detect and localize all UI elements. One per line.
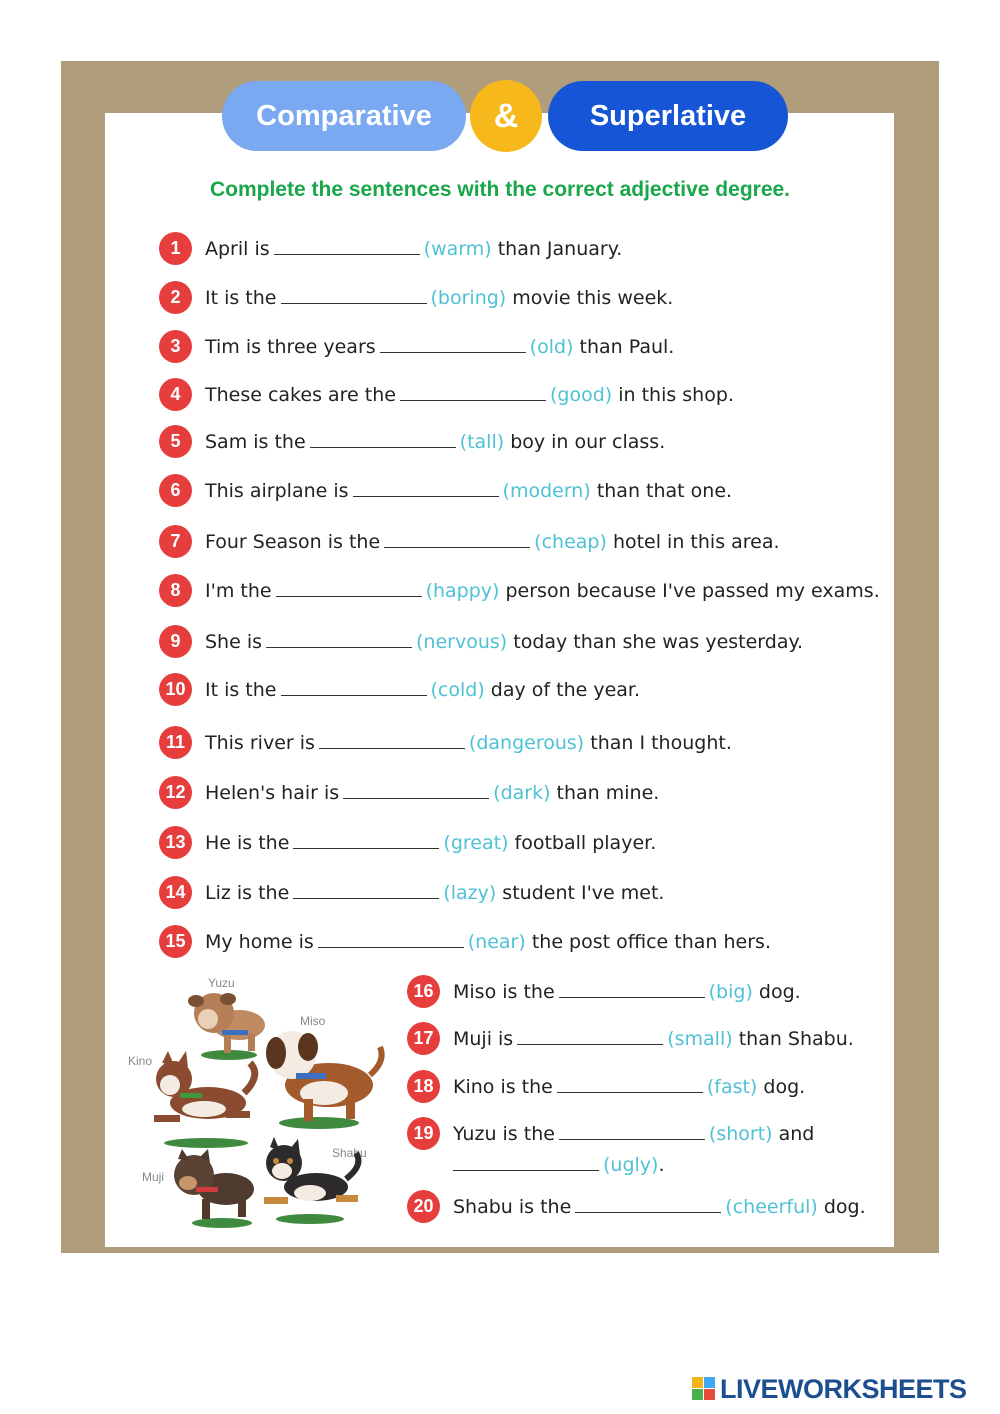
- sentence-start: Shabu is the: [453, 1196, 572, 1218]
- adjective-hint: (modern): [502, 480, 591, 502]
- question-number: 4: [159, 378, 192, 411]
- answer-blank[interactable]: [453, 1152, 599, 1171]
- sentence: [205, 829, 656, 857]
- question-number: 11: [159, 726, 192, 759]
- question-number: 8: [159, 574, 192, 607]
- adjective-hint: (warm): [423, 238, 492, 260]
- adjective-hint: (cold): [430, 679, 485, 701]
- sentence-end: dog.: [763, 1076, 806, 1098]
- answer-blank[interactable]: [276, 578, 422, 597]
- answer-blank[interactable]: [281, 285, 427, 304]
- sentence-start: Kino is the: [453, 1076, 553, 1098]
- sentence-end: the post office than hers.: [531, 931, 771, 953]
- question-number: 19: [407, 1117, 440, 1150]
- sentence-end: hotel in this area.: [612, 531, 780, 553]
- sentence-start: Four Season is the: [205, 531, 381, 553]
- answer-blank[interactable]: [343, 780, 489, 799]
- dog-miso: [266, 1031, 382, 1129]
- sentence-start: This airplane is: [205, 480, 349, 502]
- sentence-start: Yuzu is the: [453, 1123, 555, 1145]
- sentence-start: Helen's hair is: [205, 782, 340, 804]
- answer-blank[interactable]: [319, 730, 465, 749]
- answer-blank[interactable]: [400, 382, 546, 401]
- adjective-hint: (nervous): [416, 631, 508, 653]
- answer-blank[interactable]: [559, 979, 705, 998]
- adjective-hint: (cheerful): [725, 1196, 818, 1218]
- sentence: [205, 928, 771, 956]
- sentence-end: student I've met.: [502, 882, 665, 904]
- sentence-end: than Paul.: [579, 336, 675, 358]
- answer-blank[interactable]: [274, 236, 420, 255]
- sentence: [205, 284, 673, 312]
- adjective-hint: (tall): [459, 431, 505, 453]
- question-number: 20: [407, 1190, 440, 1223]
- comparative-pill: Comparative: [222, 81, 466, 151]
- answer-blank[interactable]: [266, 629, 412, 648]
- sentence: [453, 1025, 854, 1053]
- dog-label-miso: Miso: [300, 1014, 326, 1028]
- sentence-end: movie this week.: [512, 287, 674, 309]
- sentence-end: football player.: [514, 832, 657, 854]
- adjective-hint: (near): [467, 931, 526, 953]
- question-number: 16: [407, 975, 440, 1008]
- sentence: [205, 779, 659, 807]
- question-number: 14: [159, 876, 192, 909]
- question-number: 17: [407, 1022, 440, 1055]
- sentence: [205, 879, 664, 907]
- sentence-end: boy in our class.: [510, 431, 666, 453]
- adjective-hint: (great): [443, 832, 509, 854]
- sentence-end: than that one.: [596, 480, 733, 502]
- sentence-start: These cakes are the: [205, 384, 396, 406]
- sentence: [205, 477, 732, 505]
- question-number: 7: [159, 525, 192, 558]
- answer-blank[interactable]: [281, 677, 427, 696]
- question-number: 12: [159, 776, 192, 809]
- sentence: [205, 333, 674, 361]
- answer-blank[interactable]: [293, 880, 439, 899]
- question-number: 10: [159, 673, 192, 706]
- dog-label-yuzu: Yuzu: [208, 976, 235, 990]
- question-number: 5: [159, 425, 192, 458]
- sentence-start: He is the: [205, 832, 290, 854]
- question-number: 13: [159, 826, 192, 859]
- sentence: [205, 235, 622, 263]
- liveworksheets-logo: [692, 1374, 967, 1404]
- adjective-hint: (boring): [430, 287, 507, 309]
- answer-blank[interactable]: [384, 529, 530, 548]
- answer-blank[interactable]: [575, 1194, 721, 1213]
- adjective-hint: (cheap): [534, 531, 607, 553]
- dog-label-kino: Kino: [128, 1054, 153, 1068]
- sentence: [205, 729, 732, 757]
- sentence-start: Liz is the: [205, 882, 290, 904]
- adjective-hint: (short): [708, 1123, 773, 1145]
- sentence-start: It is the: [205, 287, 277, 309]
- adjective-hint: (dangerous): [468, 732, 585, 754]
- sentence-end: than mine.: [556, 782, 660, 804]
- adjective-hint: (dark): [493, 782, 551, 804]
- question-number: 2: [159, 281, 192, 314]
- adjective-hint: (big): [708, 981, 753, 1003]
- dogs-illustration: [124, 975, 394, 1235]
- sentence-start: My home is: [205, 931, 314, 953]
- adjective-hint: (lazy): [443, 882, 497, 904]
- sentence-end: than Shabu.: [738, 1028, 854, 1050]
- question-number: 6: [159, 474, 192, 507]
- answer-blank[interactable]: [557, 1074, 703, 1093]
- adjective-hint: (small): [667, 1028, 733, 1050]
- sentence-end: than January.: [497, 238, 623, 260]
- answer-blank[interactable]: [318, 929, 464, 948]
- sentence-end: than I thought.: [590, 732, 732, 754]
- sentence: [205, 381, 734, 409]
- sentence-start: Sam is the: [205, 431, 306, 453]
- superlative-pill: Superlative: [548, 81, 788, 151]
- sentence-end: in this shop.: [618, 384, 734, 406]
- sentence: [205, 628, 803, 656]
- sentence: [453, 1073, 805, 1101]
- adjective-hint: (ugly): [603, 1154, 659, 1176]
- question-number: 3: [159, 330, 192, 363]
- logo-icon: [692, 1377, 716, 1401]
- ampersand-badge: &: [470, 80, 542, 152]
- question-number: 15: [159, 925, 192, 958]
- sentence-start: Muji is: [453, 1028, 514, 1050]
- question-number: 18: [407, 1070, 440, 1103]
- answer-blank[interactable]: [353, 478, 499, 497]
- dog-label-shabu: Shabu: [332, 1146, 367, 1160]
- sentence-end: and: [778, 1123, 815, 1145]
- sentence-end: day of the year.: [490, 679, 641, 701]
- answer-blank[interactable]: [293, 830, 439, 849]
- dog-label-muji: Muji: [142, 1170, 165, 1184]
- sentence-start: She is: [205, 631, 263, 653]
- sentence-start: Tim is three years: [205, 336, 376, 358]
- sentence: [453, 1120, 814, 1148]
- sentence-start: This river is: [205, 732, 315, 754]
- answer-blank[interactable]: [517, 1026, 663, 1045]
- adjective-hint: (fast): [706, 1076, 758, 1098]
- sentence-start: It is the: [205, 679, 277, 701]
- sentence: [453, 1193, 866, 1221]
- adjective-hint: (happy): [425, 580, 500, 602]
- sentence-start: Miso is the: [453, 981, 555, 1003]
- sentence-end: today than she was yesterday.: [513, 631, 804, 653]
- sentence-continued: [453, 1151, 665, 1179]
- answer-blank[interactable]: [310, 429, 456, 448]
- dog-muji: [174, 1149, 254, 1228]
- sentence-end: dog.: [758, 981, 801, 1003]
- sentence: [205, 428, 665, 456]
- adjective-hint: (old): [529, 336, 574, 358]
- instructions: Complete the sentences with the correct adjective degree.: [209, 178, 791, 201]
- adjective-hint: (good): [549, 384, 613, 406]
- dog-kino: [154, 1051, 255, 1148]
- sentence-end: .: [658, 1154, 665, 1176]
- logo-text: LIVEWORKSHEETS: [720, 1373, 967, 1404]
- dog-yuzu: [188, 993, 265, 1060]
- question-number: 1: [159, 232, 192, 265]
- sentence: [205, 577, 880, 605]
- answer-blank[interactable]: [380, 334, 526, 353]
- sentence-start: April is: [205, 238, 270, 260]
- sentence-start: I'm the: [205, 580, 272, 602]
- sentence: [205, 528, 780, 556]
- question-number: 9: [159, 625, 192, 658]
- sentence-end: person because I've passed my exams.: [505, 580, 880, 602]
- sentence: [205, 676, 640, 704]
- sentence-end: dog.: [823, 1196, 866, 1218]
- sentence: [453, 978, 801, 1006]
- answer-blank[interactable]: [559, 1121, 705, 1140]
